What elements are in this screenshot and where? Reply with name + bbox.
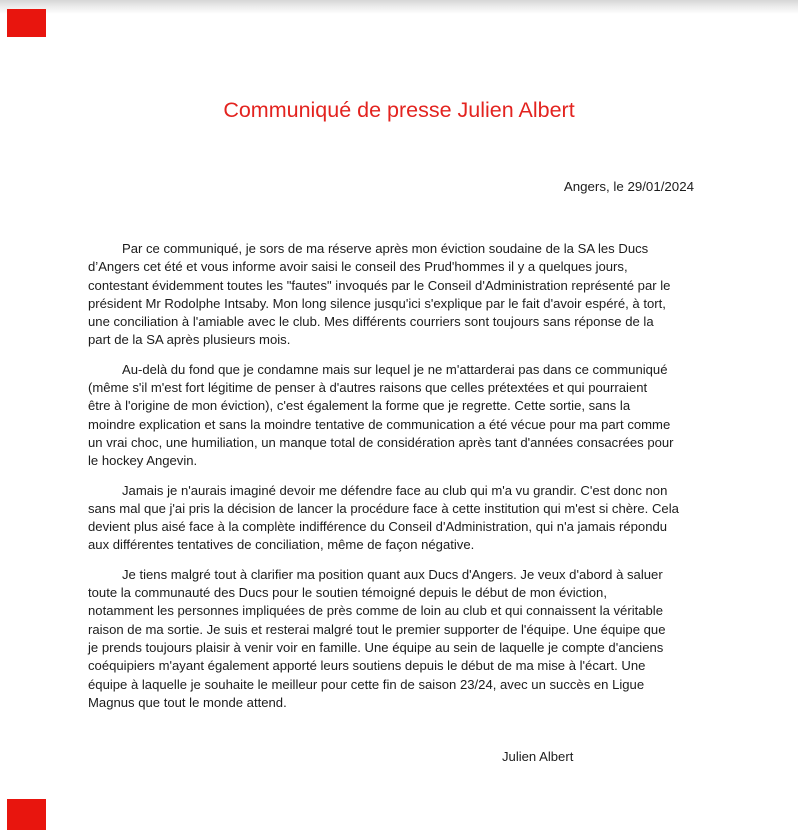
text-line: d’Angers cet été et vous informe avoir saisi le conseil des Prud'hommes il y a quelques jours, [88, 259, 628, 275]
text-line: sans mal que j'ai pris la décision de lancer la procédure face à cette institution qui m'est si chère. Cela [88, 500, 679, 516]
text-line: Magnus que tout le monde attend. [88, 694, 287, 710]
text-line: un vrai choc, une humiliation, un manque total de considération après tant d'années consacrées pour [88, 434, 674, 450]
text-line: Jamais je n'aurais imaginé devoir me défendre face au club qui m'a vu grandir. C'est donc non [122, 482, 668, 498]
text-line: je prends toujours plaisir à venir voir en famille. Une équipe au sein de laquelle je compte d'anciens [88, 639, 664, 655]
paragraph-4 [88, 566, 798, 712]
text-line: équipe à laquelle je souhaite le meilleur pour cette fin de saison 23/24, avec un succès en Ligue [88, 676, 645, 692]
text-line: une conciliation à l'amiable avec le club. Mes différents courriers sont toujours sans réponse de la [88, 314, 654, 330]
text-line: le hockey Angevin. [88, 453, 198, 469]
signature: Julien Albert [502, 749, 574, 765]
paragraph-2 [88, 361, 798, 471]
text-line: Au-delà du fond que je condamne mais sur lequel je ne m'attarderai pas dans ce communiqué [122, 361, 668, 377]
dateline: Angers, le 29/01/2024 [563, 179, 694, 194]
text-line: coéquipiers m'ayant également apporté leurs soutiens depuis le début de ma mise à l'écart. Une [88, 658, 646, 674]
text-line: devient plus aisé face à la complète indifférence du Conseil d'Administration, qui n'a jamais répondu [88, 519, 668, 535]
letter-body [0, 240, 798, 712]
text-line: aux différentes tentatives de conciliation, même de façon négative. [88, 537, 475, 553]
text-line: être à l'origine de mon éviction), c'est également la forme que je regrette. Cette sortie, sans la [88, 398, 631, 414]
page-top-edge-shadow [0, 0, 798, 14]
text-line: (même s'il m'est fort légitime de penser à d'autres raisons que celles prétextées et qui pourraient [88, 380, 648, 396]
text-line: notamment les personnes impliquées de près comme de loin au club et qui connaissent la véritable [88, 603, 663, 619]
press-release-title: Communiqué de presse Julien Albert [223, 98, 575, 122]
paragraph-1 [88, 240, 798, 350]
text-line: part de la SA après plusieurs mois. [88, 332, 291, 348]
text-line: moindre explication et sans la moindre tentative de communication a été vécue pour ma part comme [88, 416, 671, 432]
text-line: toute la communauté des Ducs pour le soutien témoigné depuis le début de mon éviction, [88, 585, 607, 601]
paragraph-3 [88, 482, 798, 555]
text-line: raison de ma sortie. Je suis et resterai malgré tout le premier supporter de l'équipe. Une équipe que [88, 621, 666, 637]
text-line: contestant évidemment toutes les "fautes" invoqués par le Conseil d'Administration représenté par le [88, 277, 671, 293]
red-corner-marker-bottom-left [7, 799, 46, 830]
text-line: président Mr Rodolphe Intsaby. Mon long silence jusqu'ici s'explique par le fait d'avoir espéré, à tort, [88, 295, 666, 311]
red-corner-marker-top-left [7, 9, 46, 37]
text-line: Je tiens malgré tout à clarifier ma position quant aux Ducs d'Angers. Je veux d'abord à saluer [122, 566, 663, 582]
text-line: Par ce communiqué, je sors de ma réserve après mon éviction soudaine de la SA les Ducs [122, 241, 649, 256]
